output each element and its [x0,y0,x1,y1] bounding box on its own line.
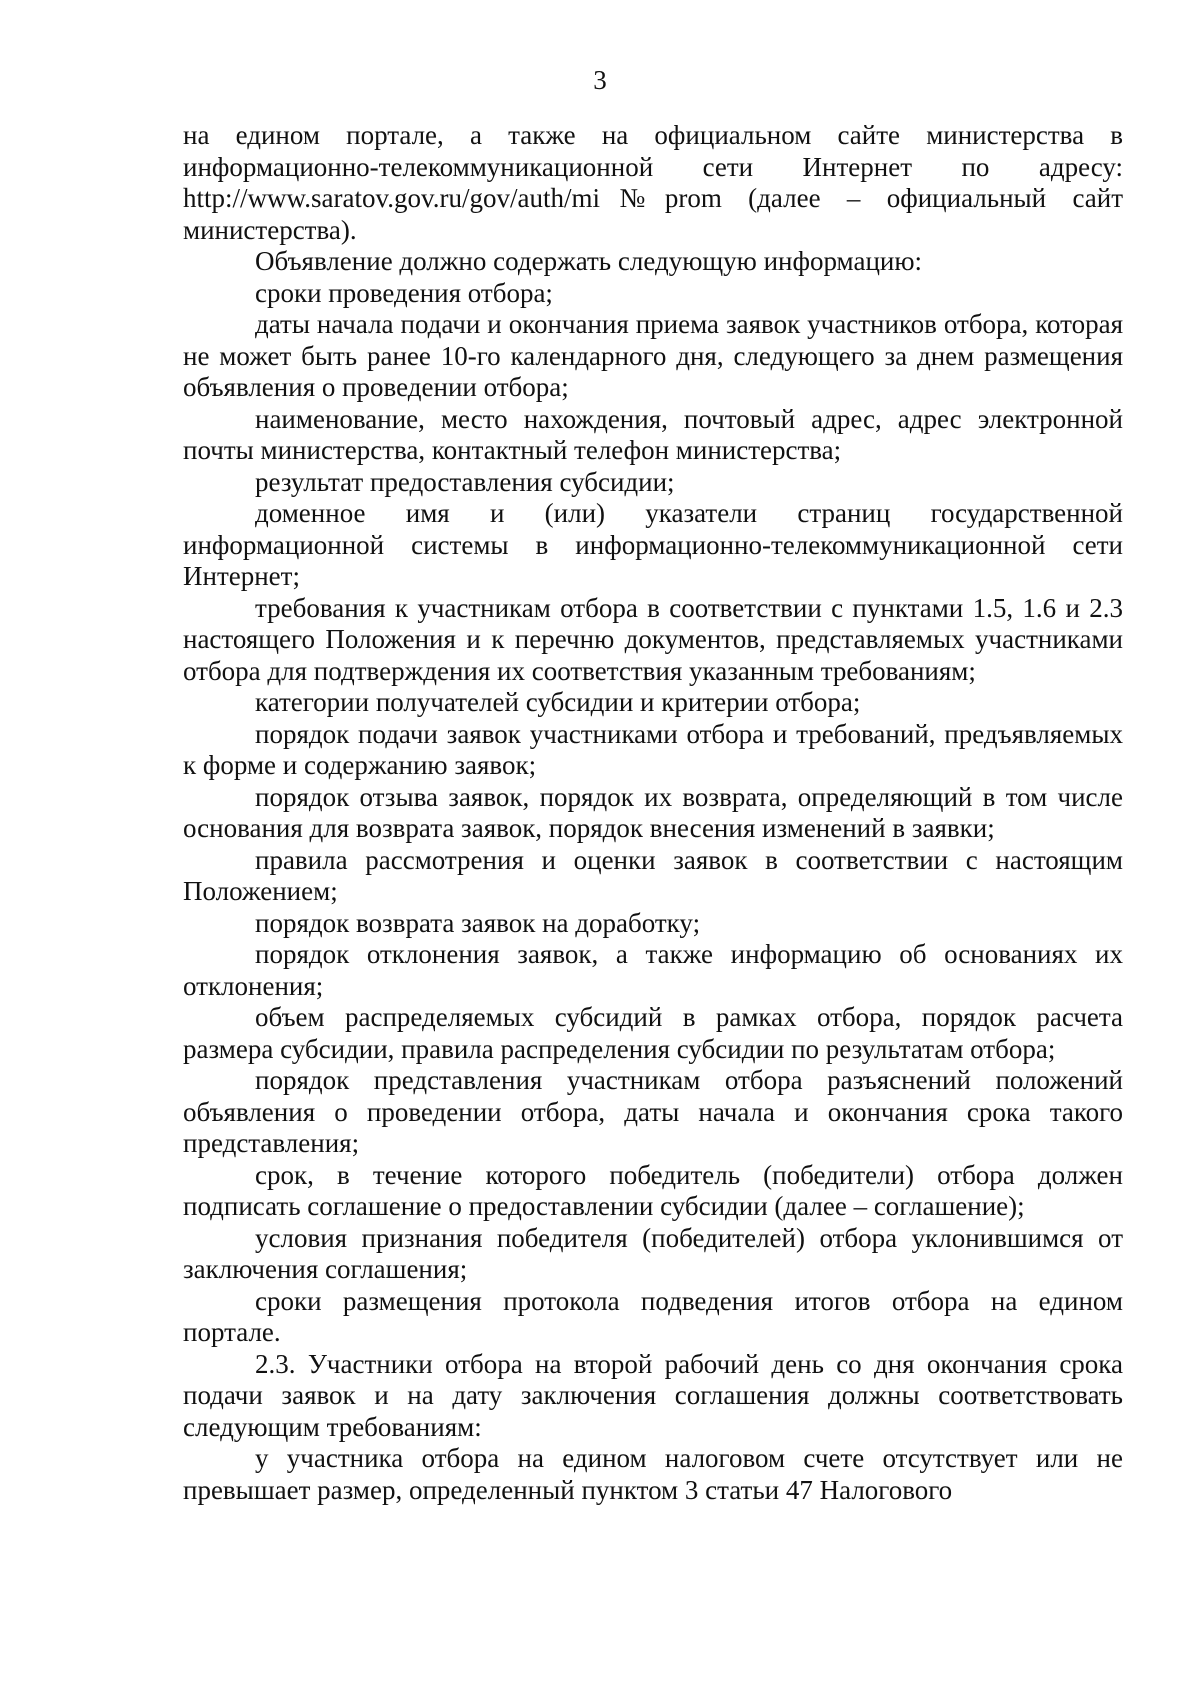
document-body [183,120,1123,1506]
paragraph-item: сроки размещения протокола подведения итогов отбора на едином портале. [183,1285,1123,1347]
paragraph-item: наименование, место нахождения, почтовый адрес, адрес электронной почты министерства, контактный телефон министерства; [183,403,1123,465]
paragraph-item: у участника отбора на едином налоговом счете отсутствует или не превышает размер, определенный пунктом 3 статьи 47 Налогового [183,1443,1123,1505]
paragraph-item: категории получателей субсидии и критерии отбора; [255,687,861,717]
paragraph-intro: на едином портале, а также на официальном сайте министерства в информационно-телекоммуникационной сети Интернет по адресу: http://www.saratov.gov.ru/gov/auth/mi№prom (далее – официальный сайт министерства). [183,120,1123,245]
paragraph-item: правила рассмотрения и оценки заявок в соответствии с настоящим Положением; [183,844,1123,906]
paragraph-item: требования к участникам отбора в соответствии с пунктами 1.5, 1.6 и 2.3 настоящего Положения и к перечню документов, представляемых участниками отбора для подтверждения их соответствия указанным требованиям; [183,592,1123,686]
paragraph-item: доменное имя и (или) указатели страниц государственной информационной системы в информационно-телекоммуникационной сети Интернет; [183,498,1123,591]
paragraph-item: срок, в течение которого победитель (победители) отбора должен подписать соглашение о предоставлении субсидии (далее – соглашение); [183,1159,1123,1221]
paragraph-item: результат предоставления субсидии; [255,466,675,497]
paragraph-item: порядок отзыва заявок, порядок их возврата, определяющий в том числе основания для возврата заявок, порядок внесения изменений в заявки; [183,781,1123,843]
paragraph-item: даты начала подачи и окончания приема заявок участников отбора, которая не может быть ранее 10-го календарного дня, следующего за днем размещения объявления о проведении отбора; [183,309,1123,402]
paragraph-item: порядок представления участникам отбора разъяснений положений объявления о проведении отбора, даты начала и окончания срока такого представления; [183,1065,1123,1158]
paragraph-item: условия признания победителя (победителей) отбора уклонившимся от заключения соглашения; [183,1222,1123,1284]
page-number: 3 [593,65,607,95]
paragraph-item: сроки проведения отбора; [255,277,553,308]
paragraph-section-2-3: 2.3. Участники отбора на второй рабочий день со дня окончания срока подачи заявок и на дату заключения соглашения должны соответствовать следующим требованиям: [183,1348,1123,1442]
paragraph-item: порядок отклонения заявок, а также информацию об основаниях их отклонения; [183,939,1123,1001]
paragraph-announcement-heading: Объявление должно содержать следующую информацию: [255,246,923,276]
paragraph-item: объем распределяемых субсидий в рамках отбора, порядок расчета размера субсидии, правила распределения субсидии по результатам отбора; [183,1002,1123,1064]
paragraph-item: порядок подачи заявок участниками отбора и требований, предъявляемых к форме и содержанию заявок; [183,718,1123,780]
paragraph-item: порядок возврата заявок на доработку; [255,907,701,938]
